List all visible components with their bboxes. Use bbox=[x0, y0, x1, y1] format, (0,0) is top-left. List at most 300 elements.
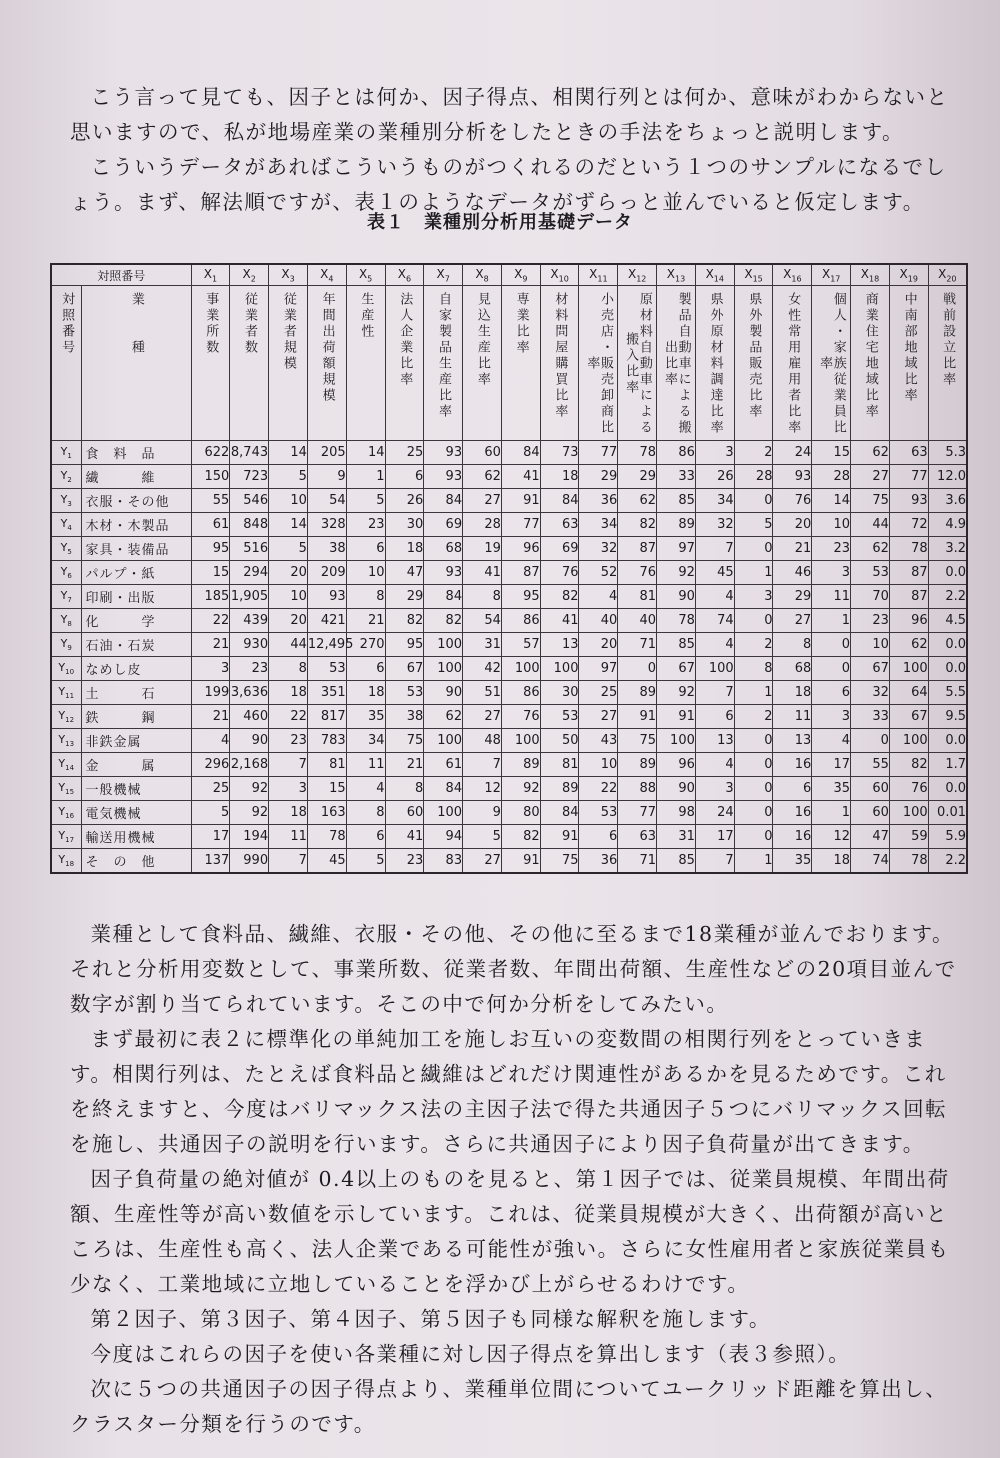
table-cell: 5 bbox=[269, 465, 308, 489]
table-cell: 94 bbox=[424, 825, 463, 849]
variable-name: 法人企業比率 bbox=[397, 292, 413, 388]
variable-name-cell bbox=[695, 286, 734, 441]
table-cell: 294 bbox=[230, 561, 269, 585]
variable-id-number: 14 bbox=[713, 274, 724, 284]
row-id bbox=[51, 705, 81, 729]
variable-name: 専業比率 bbox=[513, 292, 529, 356]
table-row bbox=[51, 753, 967, 777]
row-industry-name: 鉄 鋼 bbox=[81, 705, 191, 729]
table-cell: 11 bbox=[269, 825, 308, 849]
variable-id-letter: X bbox=[550, 266, 559, 281]
table-cell: 42 bbox=[463, 657, 502, 681]
variable-id-6 bbox=[385, 264, 424, 286]
table-cell: 6 bbox=[346, 657, 385, 681]
table-cell: 4 bbox=[695, 585, 734, 609]
table-cell: 76 bbox=[540, 561, 579, 585]
header-row-label-cell bbox=[51, 286, 81, 441]
table-cell: 9.5 bbox=[928, 705, 967, 729]
table-cell: 4 bbox=[191, 729, 230, 753]
table-cell: 76 bbox=[773, 489, 812, 513]
table-cell: 1 bbox=[346, 465, 385, 489]
table-cell: 18 bbox=[346, 681, 385, 705]
table-row bbox=[51, 489, 967, 513]
variable-id-letter: X bbox=[281, 266, 290, 281]
table-cell: 87 bbox=[889, 585, 928, 609]
table-row bbox=[51, 705, 967, 729]
table-cell: 70 bbox=[851, 585, 890, 609]
table-cell: 6 bbox=[346, 825, 385, 849]
body-paragraph-7: 今度はこれらの因子を使い各業種に対し因子得点を算出します（表３参照）。 bbox=[90, 1342, 851, 1366]
table-cell: 87 bbox=[889, 561, 928, 585]
table-cell: 6 bbox=[695, 705, 734, 729]
row-id bbox=[51, 849, 81, 874]
header-col-label: 対照番号 bbox=[51, 264, 191, 286]
table-cell: 83 bbox=[424, 849, 463, 874]
table-cell: 6 bbox=[385, 465, 424, 489]
table-cell: 93 bbox=[424, 441, 463, 465]
table-cell: 25 bbox=[191, 777, 230, 801]
variable-id-9 bbox=[501, 264, 540, 286]
table-cell: 33 bbox=[657, 465, 696, 489]
table-cell: 91 bbox=[540, 825, 579, 849]
table-cell: 5 bbox=[346, 849, 385, 874]
table-cell: 4 bbox=[695, 753, 734, 777]
variable-id-number: 13 bbox=[675, 274, 686, 284]
table-cell: 34 bbox=[346, 729, 385, 753]
table-cell: 23 bbox=[385, 849, 424, 874]
table-cell: 86 bbox=[501, 609, 540, 633]
table-cell: 31 bbox=[463, 633, 502, 657]
table-cell: 53 bbox=[851, 561, 890, 585]
variable-id-letter: X bbox=[627, 266, 637, 281]
table-cell: 60 bbox=[385, 801, 424, 825]
table-cell: 41 bbox=[463, 561, 502, 585]
row-industry-name: 衣服・その他 bbox=[81, 489, 191, 513]
table-cell: 53 bbox=[307, 657, 346, 681]
row-id-letter: Y bbox=[58, 756, 66, 770]
variable-id-number: 2 bbox=[250, 274, 256, 284]
table-cell: 21 bbox=[191, 633, 230, 657]
table-cell: 92 bbox=[230, 801, 269, 825]
table-cell: 53 bbox=[579, 801, 618, 825]
variable-id-number: 19 bbox=[907, 274, 918, 284]
table-cell: 13 bbox=[540, 633, 579, 657]
table-cell: 36 bbox=[579, 489, 618, 513]
body-text bbox=[70, 917, 965, 1442]
row-id-number: 15 bbox=[65, 788, 75, 797]
table-cell: 82 bbox=[424, 609, 463, 633]
table-cell: 14 bbox=[346, 441, 385, 465]
variable-id-letter: X bbox=[744, 266, 753, 281]
intro-paragraph-2: こういうデータがあればこういうものがつくれるのだという１つのサンプルになるでしょう。まず、解法順ですが、表１のようなデータがずらっと並んでいると仮定します。 bbox=[70, 155, 947, 214]
table-cell: 89 bbox=[618, 681, 657, 705]
variable-name-cell bbox=[579, 286, 618, 441]
row-id-letter: Y bbox=[58, 828, 66, 842]
table-cell: 77 bbox=[579, 441, 618, 465]
table-cell: 86 bbox=[501, 681, 540, 705]
variable-id-number: 8 bbox=[483, 274, 489, 284]
table-cell: 783 bbox=[307, 729, 346, 753]
variable-id-number: 4 bbox=[328, 274, 334, 284]
table-cell: 30 bbox=[540, 681, 579, 705]
variable-id-number: 18 bbox=[868, 274, 880, 284]
variable-name: 女性常用雇用者比率 bbox=[785, 292, 801, 436]
table-cell: 3,636 bbox=[230, 681, 269, 705]
table-cell: 74 bbox=[695, 609, 734, 633]
table-cell: 95 bbox=[385, 633, 424, 657]
table-cell: 1.7 bbox=[928, 753, 967, 777]
table-cell: 84 bbox=[501, 441, 540, 465]
table-cell: 25 bbox=[385, 441, 424, 465]
table-cell: 35 bbox=[346, 705, 385, 729]
table-cell: 92 bbox=[501, 777, 540, 801]
table-cell: 14 bbox=[269, 513, 308, 537]
variable-name: 生産性 bbox=[358, 292, 374, 340]
variable-id-letter: X bbox=[860, 266, 869, 281]
table-cell: 95 bbox=[501, 585, 540, 609]
table-cell: 60 bbox=[851, 801, 890, 825]
table-cell: 26 bbox=[695, 465, 734, 489]
variable-id-number: 3 bbox=[289, 274, 295, 284]
table-cell: 5.5 bbox=[928, 681, 967, 705]
table-cell: 87 bbox=[618, 537, 657, 561]
table-cell: 61 bbox=[424, 753, 463, 777]
table-cell: 76 bbox=[889, 777, 928, 801]
table-cell: 10 bbox=[269, 585, 308, 609]
variable-name: 中南部地域比率 bbox=[901, 292, 917, 404]
variable-id-letter: X bbox=[821, 266, 831, 281]
table-cell: 296 bbox=[191, 753, 230, 777]
table-cell: 421 bbox=[307, 609, 346, 633]
table-cell: 91 bbox=[618, 705, 657, 729]
table-cell: 7 bbox=[463, 753, 502, 777]
table-cell: 51 bbox=[463, 681, 502, 705]
table-cell: 7 bbox=[695, 537, 734, 561]
table-cell: 20 bbox=[269, 609, 308, 633]
table-cell: 4.5 bbox=[928, 609, 967, 633]
table-cell: 32 bbox=[695, 513, 734, 537]
variable-id-letter: X bbox=[666, 266, 675, 281]
table-cell: 8,743 bbox=[230, 441, 269, 465]
row-id bbox=[51, 465, 81, 489]
table-caption: 表１ 業種別分析用基礎データ bbox=[367, 212, 633, 233]
table-cell: 10 bbox=[812, 513, 851, 537]
table-cell: 29 bbox=[618, 465, 657, 489]
table-row bbox=[51, 585, 967, 609]
variable-id-letter: X bbox=[514, 266, 523, 281]
table-cell: 18 bbox=[812, 849, 851, 874]
table-row bbox=[51, 633, 967, 657]
table-cell: 93 bbox=[424, 465, 463, 489]
table-cell: 93 bbox=[424, 561, 463, 585]
table-cell: 63 bbox=[540, 513, 579, 537]
table-cell: 60 bbox=[463, 441, 502, 465]
row-id-number: 5 bbox=[67, 548, 72, 557]
table-cell: 27 bbox=[463, 705, 502, 729]
row-industry-name: 輸送用機械 bbox=[81, 825, 191, 849]
table-cell: 46 bbox=[773, 561, 812, 585]
table-cell: 54 bbox=[307, 489, 346, 513]
variable-id-letter: X bbox=[242, 266, 251, 281]
table-row bbox=[51, 801, 967, 825]
table-cell: 57 bbox=[501, 633, 540, 657]
table-cell: 351 bbox=[307, 681, 346, 705]
table-cell: 23 bbox=[269, 729, 308, 753]
table-cell: 990 bbox=[230, 849, 269, 874]
table-cell: 5 bbox=[463, 825, 502, 849]
table-cell: 12 bbox=[812, 825, 851, 849]
table-cell: 0.0 bbox=[928, 777, 967, 801]
table-cell: 11 bbox=[812, 585, 851, 609]
row-id bbox=[51, 729, 81, 753]
row-id-number: 8 bbox=[67, 620, 72, 629]
table-cell: 546 bbox=[230, 489, 269, 513]
row-industry-name: 繊 維 bbox=[81, 465, 191, 489]
table-cell: 100 bbox=[540, 657, 579, 681]
table-cell: 92 bbox=[657, 561, 696, 585]
table-cell: 9 bbox=[307, 465, 346, 489]
variable-id-number: 9 bbox=[522, 274, 528, 284]
table-cell: 26 bbox=[385, 489, 424, 513]
table-cell: 930 bbox=[230, 633, 269, 657]
table-cell: 78 bbox=[889, 849, 928, 874]
table-cell: 5 bbox=[191, 801, 230, 825]
table-cell: 10 bbox=[269, 489, 308, 513]
variable-name-cell bbox=[540, 286, 579, 441]
table-cell: 100 bbox=[501, 729, 540, 753]
table-cell: 20 bbox=[269, 561, 308, 585]
table-cell: 3 bbox=[812, 561, 851, 585]
table-cell: 723 bbox=[230, 465, 269, 489]
intro-paragraph-1: こう言って見ても、因子とは何か、因子得点、相関行列とは何か、意味がわからないと思いますので、私が地場産業の業種別分析をしたときの手法をちょっと説明します。 bbox=[70, 85, 949, 144]
table-cell: 15 bbox=[307, 777, 346, 801]
table-cell: 91 bbox=[657, 705, 696, 729]
table-cell: 6 bbox=[773, 777, 812, 801]
row-industry-name: 印刷・出版 bbox=[81, 585, 191, 609]
table-cell: 64 bbox=[889, 681, 928, 705]
table-cell: 67 bbox=[851, 657, 890, 681]
table-cell: 100 bbox=[424, 729, 463, 753]
row-id-number: 1 bbox=[67, 452, 72, 461]
variable-id-number: 20 bbox=[946, 274, 957, 284]
table-cell: 1 bbox=[734, 849, 773, 874]
table-cell: 69 bbox=[540, 537, 579, 561]
variable-name-cell bbox=[851, 286, 890, 441]
row-industry-name: 化 学 bbox=[81, 609, 191, 633]
table-cell: 93 bbox=[773, 465, 812, 489]
table-cell: 74 bbox=[851, 849, 890, 874]
table-cell: 85 bbox=[657, 849, 696, 874]
variable-name: 県外原材料調達比率 bbox=[707, 292, 723, 436]
table-cell: 76 bbox=[501, 705, 540, 729]
variable-id-letter: X bbox=[705, 266, 714, 281]
row-id-number: 12 bbox=[65, 716, 75, 725]
table-cell: 3 bbox=[695, 777, 734, 801]
table-cell: 38 bbox=[385, 705, 424, 729]
variable-name-cell bbox=[734, 286, 773, 441]
table-cell: 30 bbox=[385, 513, 424, 537]
table-cell: 7 bbox=[269, 753, 308, 777]
table-row bbox=[51, 825, 967, 849]
table-cell: 817 bbox=[307, 705, 346, 729]
table-cell: 21 bbox=[346, 609, 385, 633]
table-cell: 8 bbox=[346, 585, 385, 609]
variable-name: 見込生産比率 bbox=[474, 292, 490, 388]
variable-name: 製品自動車による搬出比率 bbox=[661, 292, 691, 436]
table-cell: 2 bbox=[734, 441, 773, 465]
body-paragraph-4: まず最初に表２に標準化の単純加工を施しお互いの変数間の相関行列をとっていきます。相関行列は、たとえば食料品と繊維はどれだけ関連性があるかを見るためです。これを終えますと、今度はバリマックス法の主因子法で得た共通因子５つにバリマックス回転を施し、共通因子の説明を行います。さらに共通因子により因子負荷量が出てきます。 bbox=[70, 1027, 948, 1156]
table-cell: 34 bbox=[579, 513, 618, 537]
table-cell: 63 bbox=[618, 825, 657, 849]
row-id bbox=[51, 537, 81, 561]
table-cell: 31 bbox=[657, 825, 696, 849]
row-id-letter: Y bbox=[58, 732, 66, 746]
row-id-letter: Y bbox=[58, 660, 66, 674]
table-cell: 40 bbox=[618, 609, 657, 633]
table-cell: 96 bbox=[889, 609, 928, 633]
table-cell: 62 bbox=[463, 465, 502, 489]
row-id-number: 11 bbox=[65, 692, 75, 701]
row-id bbox=[51, 585, 81, 609]
table-cell: 41 bbox=[540, 609, 579, 633]
table-row bbox=[51, 657, 967, 681]
header-industry-cell bbox=[81, 286, 191, 441]
table-cell: 6 bbox=[812, 681, 851, 705]
row-industry-name: 電気機械 bbox=[81, 801, 191, 825]
table-cell: 3 bbox=[812, 705, 851, 729]
table-cell: 516 bbox=[230, 537, 269, 561]
row-id-number: 6 bbox=[67, 572, 72, 581]
table-cell: 5 bbox=[346, 489, 385, 513]
table-cell: 0 bbox=[734, 729, 773, 753]
table-cell: 12 bbox=[463, 777, 502, 801]
table-cell: 90 bbox=[657, 585, 696, 609]
variable-name-cell bbox=[463, 286, 502, 441]
row-id-letter: Y bbox=[60, 492, 68, 506]
table-cell: 69 bbox=[424, 513, 463, 537]
variable-id-1 bbox=[191, 264, 230, 286]
table-cell: 77 bbox=[501, 513, 540, 537]
table-cell: 9 bbox=[463, 801, 502, 825]
table-cell: 73 bbox=[540, 441, 579, 465]
variable-id-20 bbox=[928, 264, 967, 286]
table-cell: 84 bbox=[424, 585, 463, 609]
table-cell: 15 bbox=[812, 441, 851, 465]
table-row bbox=[51, 465, 967, 489]
table-cell: 89 bbox=[501, 753, 540, 777]
table-cell: 84 bbox=[424, 489, 463, 513]
variable-id-letter: X bbox=[589, 266, 598, 281]
table-cell: 86 bbox=[657, 441, 696, 465]
table-cell: 11 bbox=[346, 753, 385, 777]
table-cell: 67 bbox=[657, 657, 696, 681]
table-cell: 91 bbox=[501, 849, 540, 874]
table-cell: 0 bbox=[734, 537, 773, 561]
table-cell: 23 bbox=[851, 609, 890, 633]
variable-id-number: 17 bbox=[830, 274, 841, 284]
variable-name: 小売店・販売卸商比率 bbox=[584, 292, 614, 436]
table-cell: 100 bbox=[695, 657, 734, 681]
row-id bbox=[51, 801, 81, 825]
table-cell: 52 bbox=[579, 561, 618, 585]
table-cell: 35 bbox=[812, 777, 851, 801]
table-cell: 100 bbox=[657, 729, 696, 753]
table-cell: 29 bbox=[579, 465, 618, 489]
table-cell: 100 bbox=[889, 801, 928, 825]
table-row bbox=[51, 681, 967, 705]
table-cell: 0 bbox=[734, 825, 773, 849]
table-cell: 82 bbox=[540, 585, 579, 609]
table-cell: 10 bbox=[851, 633, 890, 657]
variable-name: 自家製品生産比率 bbox=[436, 292, 452, 420]
table-row bbox=[51, 513, 967, 537]
table-cell: 28 bbox=[463, 513, 502, 537]
table-cell: 27 bbox=[579, 705, 618, 729]
row-id-number: 16 bbox=[65, 812, 75, 821]
table-cell: 45 bbox=[695, 561, 734, 585]
table-cell: 17 bbox=[812, 753, 851, 777]
table-cell: 78 bbox=[657, 609, 696, 633]
header-row-label: 対照番号 bbox=[59, 292, 75, 356]
table-cell: 71 bbox=[618, 633, 657, 657]
table-cell: 60 bbox=[851, 777, 890, 801]
variable-id-14 bbox=[695, 264, 734, 286]
table-cell: 62 bbox=[424, 705, 463, 729]
variable-id-number: 11 bbox=[597, 274, 608, 284]
row-industry-name: 非鉄金属 bbox=[81, 729, 191, 753]
table-cell: 97 bbox=[657, 537, 696, 561]
table-cell: 15 bbox=[191, 561, 230, 585]
table-cell: 209 bbox=[307, 561, 346, 585]
header-industry-label: 業 種 bbox=[128, 292, 144, 356]
table-cell: 54 bbox=[463, 609, 502, 633]
table-cell: 36 bbox=[579, 849, 618, 874]
table-cell: 92 bbox=[230, 777, 269, 801]
table-cell: 19 bbox=[463, 537, 502, 561]
row-id bbox=[51, 633, 81, 657]
variable-id-letter: X bbox=[899, 266, 908, 281]
table-row bbox=[51, 561, 967, 585]
table-cell: 8 bbox=[346, 801, 385, 825]
table-cell: 10 bbox=[579, 753, 618, 777]
table-cell: 41 bbox=[385, 825, 424, 849]
table-cell: 75 bbox=[851, 489, 890, 513]
table-cell: 47 bbox=[851, 825, 890, 849]
table-cell: 100 bbox=[889, 657, 928, 681]
table-cell: 87 bbox=[501, 561, 540, 585]
table-cell: 18 bbox=[385, 537, 424, 561]
table-cell: 270 bbox=[346, 633, 385, 657]
table-cell: 6 bbox=[579, 825, 618, 849]
variable-id-letter: X bbox=[358, 266, 368, 281]
table-cell: 21 bbox=[773, 537, 812, 561]
row-id-number: 10 bbox=[65, 668, 75, 677]
variable-id-number: 10 bbox=[558, 274, 569, 284]
table-cell: 1 bbox=[812, 609, 851, 633]
table-cell: 43 bbox=[579, 729, 618, 753]
table-cell: 27 bbox=[851, 465, 890, 489]
row-id-letter: Y bbox=[58, 708, 66, 722]
table-cell: 29 bbox=[773, 585, 812, 609]
table-cell: 2.2 bbox=[928, 585, 967, 609]
variable-name: 戦前設立比率 bbox=[940, 292, 956, 388]
variable-name-cell bbox=[928, 286, 967, 441]
row-industry-name: 食 料 品 bbox=[81, 441, 191, 465]
table-cell: 8 bbox=[385, 777, 424, 801]
row-industry-name: 家具・装備品 bbox=[81, 537, 191, 561]
table-cell: 98 bbox=[657, 801, 696, 825]
table-cell: 62 bbox=[851, 441, 890, 465]
